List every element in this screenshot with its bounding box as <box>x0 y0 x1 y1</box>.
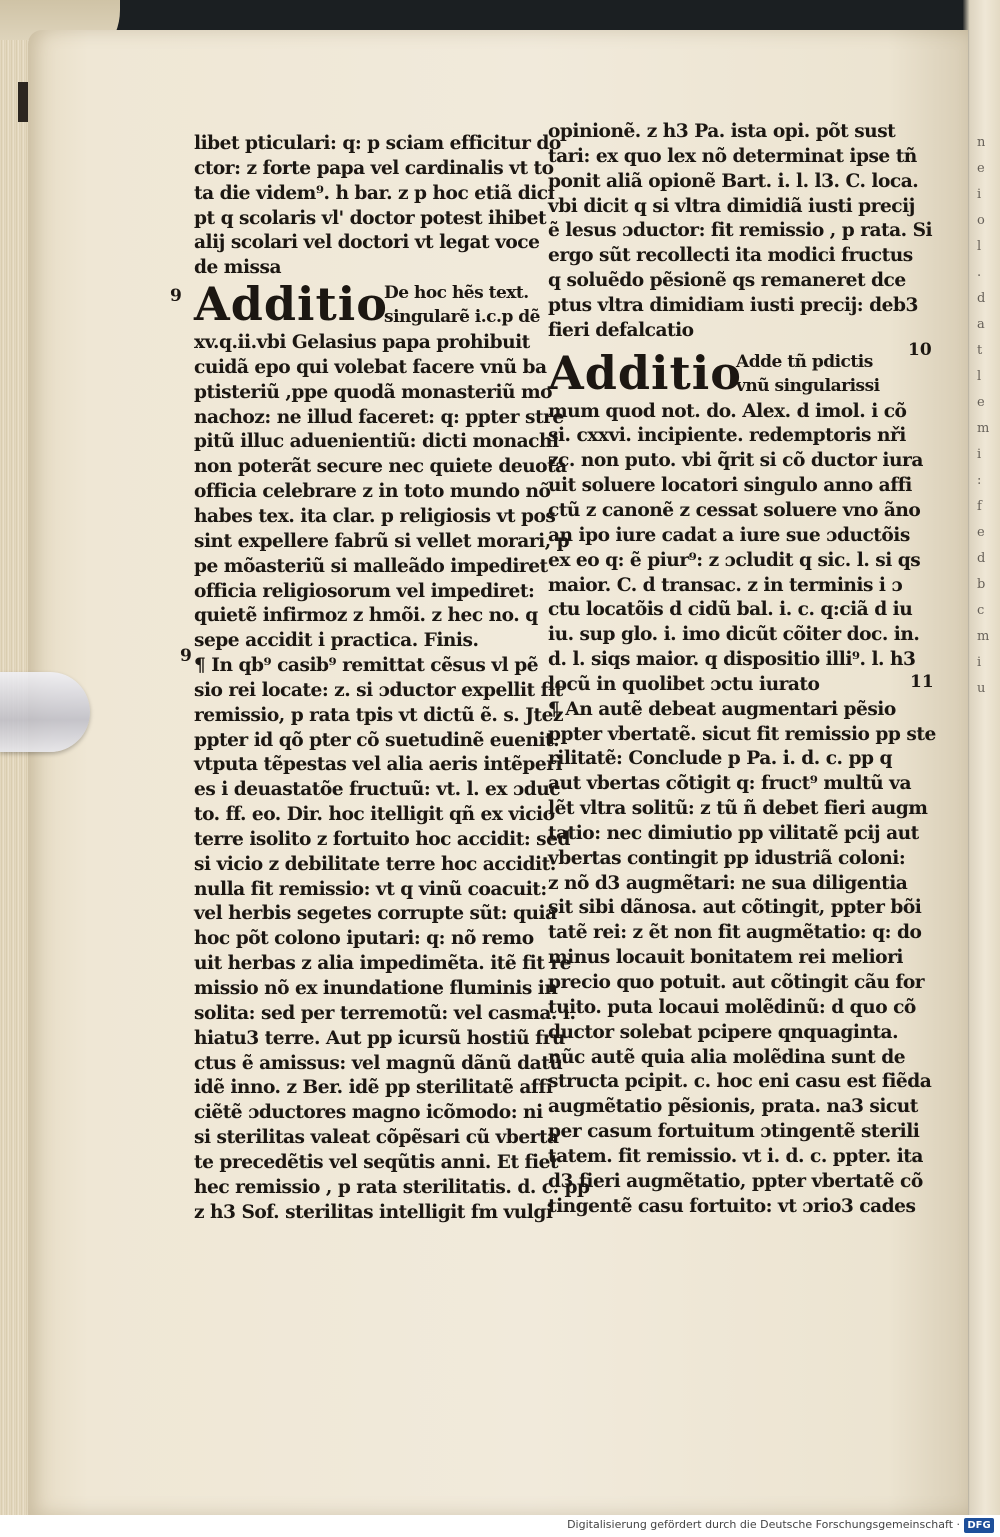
text-line: terre isolito z fortuito hoc accidit: sed <box>194 828 570 850</box>
text-line: libet pticulari: q: p sciam efficitur do <box>194 133 561 154</box>
text-line: cuidã epo qui volebat facere vnũ ba <box>194 356 547 378</box>
text-line: structa pcipit. c. hoc eni casu est fiẽda <box>548 1071 932 1093</box>
text-line: ponit aliã opionẽ Bart. i. l. l3. C. loca. <box>548 170 919 192</box>
text-line: pitũ illuc aduenientiũ: dicti monachi <box>194 431 559 453</box>
text-line: si sterilitas valeat cõpẽsari cũ vberta <box>194 1127 559 1149</box>
dfg-logo: DFG <box>964 1518 994 1533</box>
text-line: uit herbas z alia impedimẽta. itẽ fit re <box>194 953 571 975</box>
text-line: remissio, p rata tpis vt dictũ ẽ. s. Jtez <box>194 704 564 726</box>
text-line: quietẽ infirmoz z hmõi. z hec no. q <box>194 605 538 627</box>
margin-number-right-1: 10 <box>908 340 932 360</box>
text-line: locũ in quolibet ɔctu iurato <box>548 673 820 695</box>
text-line: ctu locatõis d cidũ bal. i. c. q:ciã d iu <box>548 599 913 621</box>
left-additio-head-top: De hoc hẽs text. <box>384 283 529 304</box>
folio-mark <box>18 82 28 122</box>
text-line: tuito. puta locaui molẽdinũ: d quo cõ <box>548 996 916 1018</box>
text-line: pt q scolaris vl' doctor potest ihibet <box>194 207 547 229</box>
margin-number-right-2: 11 <box>910 672 934 692</box>
text-line: ctus ẽ amissus: vel magnũ dãnũ datũ <box>194 1052 563 1074</box>
text-line: sepe accidit i practica. Finis. <box>194 630 479 652</box>
text-line: non poterãt secure nec quiete deuota <box>194 456 567 478</box>
text-line: alij scolari vel doctori vt legat voce <box>194 232 540 254</box>
text-line: z nõ d3 augmẽtari: ne sua diligentia <box>548 872 908 894</box>
text-line: lẽt vltra solitũ: z tũ ñ debet fieri augm <box>548 798 928 820</box>
text-line: tatio: nec dimiutio pp vilitatẽ pcij aut <box>548 822 919 844</box>
text-line: hoc põt colono iputari: q: nõ remo <box>194 928 534 950</box>
text-line: de missa <box>194 257 282 279</box>
text-line: nulla fit remissio: vt q vinũ coacuit: <box>194 878 547 900</box>
text-line: nũc autẽ quia alia molẽdina sunt de <box>548 1046 906 1068</box>
right-intro-paragraph <box>548 120 933 344</box>
text-line: pe mõasteriũ si malleãdo impediret <box>194 555 548 577</box>
text-line: fieri defalcatio <box>548 319 694 341</box>
footer-credit: Digitalisierung gefördert durch die Deutsche Forschungsgemeinschaft · <box>567 1518 960 1531</box>
text-line: sit sibi dãnosa. aut cõtingit, ppter bõi <box>548 897 922 919</box>
text-line: es i deuastatõe fructuũ: vt. l. ex ɔduc <box>194 779 561 801</box>
text-line: ppter vbertatẽ. sicut fit remissio pp ste <box>548 723 936 745</box>
text-line: tari: ex quo lex nõ determinat ipse tñ <box>548 145 917 167</box>
next-page-marks: n e i o l . d a t l e m i : f e d b c m i u <box>977 135 990 696</box>
text-line: te precedẽtis vel seqũtis anni. Et fiet <box>194 1151 558 1173</box>
text-line: habes tex. ita clar. p religiosis vt pos <box>194 505 556 527</box>
left-section2-body <box>194 654 590 1225</box>
right-additio-head-bottom: vnũ singularissi <box>736 375 880 396</box>
text-line: tatẽ rei: z ẽt non fit augmẽtatio: q: do <box>548 922 922 944</box>
text-line: nachoz: ne illud faceret: q: ppter stre <box>194 406 564 428</box>
text-line: opinionẽ. z h3 Pa. ista opi. põt sust <box>548 121 896 142</box>
left-intro-paragraph <box>194 132 561 281</box>
text-line: ẽ lesus ɔductor: fit remissio , p rata. Si <box>548 220 933 242</box>
text-line: q soluẽdo pẽsionẽ qs remaneret dce <box>548 270 906 292</box>
text-line: ex eo q: ẽ piur⁹: z ɔcludit q sic. l. si qs <box>548 549 921 571</box>
text-line: vel herbis segetes corrupte sũt: quia <box>194 903 557 925</box>
text-line: rilitatẽ: Conclude p Pa. i. d. c. pp q <box>548 748 892 770</box>
left-additio-head-bottom: singularẽ i.c.p dẽ <box>384 307 540 328</box>
right-additio-head-top: Adde tñ pdictis <box>736 351 873 372</box>
text-line: per casum fortuitum ɔtingentẽ sterili <box>548 1121 920 1143</box>
margin-number-left-1: 9 <box>170 286 182 306</box>
text-line: minus locauit bonitatem rei meliori <box>548 947 903 969</box>
text-line: ¶ An autẽ debeat augmentari pẽsio <box>548 698 896 720</box>
text-line: idẽ inno. z Ber. idẽ pp sterilitatẽ affi <box>194 1077 553 1099</box>
text-line: ptisteriũ ,ppe quodã monasteriũ mo <box>194 381 553 403</box>
text-line: ctor: z forte papa vel cardinalis vt to <box>194 157 554 179</box>
text-line: ppter id qõ pter cõ suetudinẽ euenit. <box>194 729 560 751</box>
text-line: vbertas contingit pp idustriã coloni: <box>548 847 906 869</box>
text-line: ergo sũt recollecti ita modici fructus <box>548 245 913 267</box>
text-line: officia religiosorum vel impediret: <box>194 580 535 602</box>
right-section2-body <box>548 698 936 1220</box>
text-line: ctũ z canonẽ z cessat soluere vno ãno <box>548 499 921 521</box>
text-line: ta die videm⁹. h bar. z p hoc etiã dici <box>194 182 555 204</box>
text-line: tatem. fit remissio. vt i. d. c. ppter. ita <box>548 1145 923 1167</box>
text-line: augmẽtatio pẽsionis, prata. na3 sicut <box>548 1096 918 1118</box>
text-line: ciẽtẽ ɔductores magno icõmodo: ni <box>194 1102 543 1124</box>
text-line: iu. sup glo. i. imo dicũt cõiter doc. in. <box>548 624 920 646</box>
text-line: to. ff. eo. Dir. hoc itelligit qñ ex vicio <box>194 804 555 826</box>
text-line: hiatu3 terre. Aut pp icursũ hostiũ fru <box>194 1027 565 1049</box>
text-line: mum quod not. do. Alex. d imol. i cõ <box>548 400 907 422</box>
margin-number-left-2: 9 <box>180 646 192 666</box>
text-line: sint expellere fabrũ si vellet morari, p <box>194 530 570 552</box>
text-line: maior. C. d transac. z in terminis i ɔ <box>548 574 903 596</box>
text-line: uit soluere locatori singulo anno affi <box>548 475 912 497</box>
right-additio-heading <box>548 345 903 400</box>
text-line: d3 fieri augmẽtatio, ppter vbertatẽ cõ <box>548 1170 923 1192</box>
text-line: solita: sed per terremotũ: vel casma. i. <box>194 1002 576 1024</box>
text-line: hec remissio , p rata sterilitatis. d. c. pp <box>194 1176 590 1198</box>
text-line: ptus vltra dimidiam iusti precij: deb3 <box>548 294 918 316</box>
text-line: ¶ In qb⁹ casib⁹ remittat cẽsus vl pẽ <box>194 655 539 677</box>
text-line: z h3 Sof. sterilitas intelligit fm vulgi <box>194 1201 553 1223</box>
text-line: xv.q.ii.vbi Gelasius papa prohibuit <box>194 332 530 354</box>
text-line: officia celebrare z in toto mundo nõ <box>194 481 551 503</box>
page-clip <box>0 672 90 752</box>
text-line: missio nõ ex inundatione fluminis in <box>194 978 558 999</box>
left-additio-heading <box>194 277 544 332</box>
text-line: zc. non puto. vbi q̃rit si cõ ductor iura <box>548 450 923 472</box>
text-line: si. cxxvi. incipiente. redemptoris nři <box>548 425 906 447</box>
text-line: sio rei locate: z. si ɔductor expellit fit <box>194 679 563 701</box>
right-additio-initial: Additio <box>548 345 742 400</box>
text-line: vtputa tẽpestas vel alia aeris intẽperi <box>194 754 563 776</box>
left-additio-body <box>194 331 570 654</box>
text-line: tingentẽ casu fortuito: vt ɔrio3 cades <box>548 1195 916 1217</box>
left-additio-initial: Additio <box>194 277 388 332</box>
text-line: d. l. siqs maior. q dispositio illi⁹. l. h3 <box>548 649 916 671</box>
text-line: si vicio z debilitate terre hoc accidit: <box>194 853 557 875</box>
footer-bar <box>0 1515 1000 1537</box>
left-text-column <box>194 132 590 1225</box>
text-line: ductor solebat pcipere qnquaginta. <box>548 1021 899 1043</box>
text-line: aut vbertas cõtigit q: fruct⁹ multũ va <box>548 773 912 795</box>
text-line: precio quo potuit. aut cõtingit cãu for <box>548 972 925 993</box>
text-line: vbi dicit q si vltra dimidiã iusti precij <box>548 195 915 217</box>
text-line: an ipo iure cadat a iure sue ɔductõis <box>548 524 910 546</box>
